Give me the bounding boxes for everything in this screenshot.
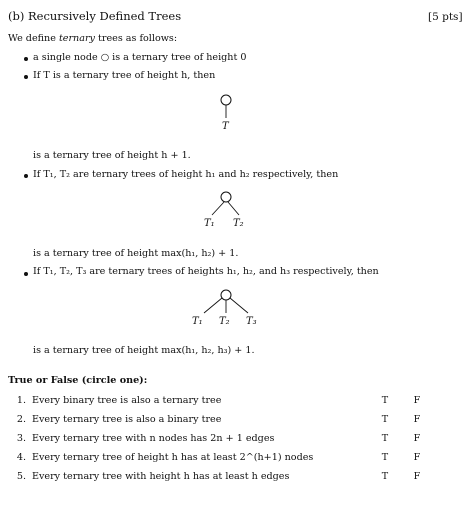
tree-label-t3: T₃ xyxy=(246,316,257,327)
false-option[interactable]: F xyxy=(413,471,421,482)
bullet-1-text: a single node ○ is a ternary tree of height 0 xyxy=(33,52,247,63)
intro-prefix: We define xyxy=(8,33,59,44)
bullet-2-text: If T is a ternary tree of height h, then xyxy=(33,70,216,81)
bullet-4-text: If T₁, T₂, T₃ are ternary trees of heights h₁, h₂, and h₃ respectively, then xyxy=(33,266,379,277)
intro-emph: ternary xyxy=(58,33,95,44)
tree-label-t: T xyxy=(222,121,229,132)
tree-label-t2: T₂ xyxy=(219,316,230,327)
question-text: Every ternary tree is also a binary tree xyxy=(32,414,222,425)
points-label: [5 pts] xyxy=(428,11,463,23)
question-number: 3. xyxy=(16,433,26,444)
true-option[interactable]: T xyxy=(381,471,389,482)
bullet-2-after: is a ternary tree of height h + 1. xyxy=(33,150,191,161)
tf-heading: True or False (circle one): xyxy=(8,375,148,386)
bullet-3-text: If T₁, T₂ are ternary trees of height h₁ and h₂ respectively, then xyxy=(33,169,339,180)
question-text: Every ternary tree of height h has at least 2^(h+1) nodes xyxy=(32,452,314,463)
tree-label-t1: T₁ xyxy=(204,218,215,229)
bullet-3-after: is a ternary tree of height max(h₁, h₂) + 1. xyxy=(33,248,239,259)
false-option[interactable]: F xyxy=(413,433,421,444)
question-text: Every ternary tree with height h has at least h edges xyxy=(32,471,290,482)
tree-edge-left xyxy=(204,298,222,313)
true-option[interactable]: T xyxy=(381,414,389,425)
intro-suffix: trees as follows: xyxy=(94,33,178,44)
bullet-4-after: is a ternary tree of height max(h₁, h₂, h₃) + 1. xyxy=(33,345,255,356)
true-option[interactable]: T xyxy=(381,395,389,406)
false-option[interactable]: F xyxy=(413,414,421,425)
question-number: 5. xyxy=(16,471,26,482)
question-text: Every binary tree is also a ternary tree xyxy=(32,395,222,406)
question-number: 1. xyxy=(16,395,26,406)
true-option[interactable]: T xyxy=(381,433,389,444)
tree-root-node xyxy=(221,290,231,300)
tree-label-t1: T₁ xyxy=(192,316,203,327)
false-option[interactable]: F xyxy=(413,395,421,406)
question-text: Every ternary tree with n nodes has 2n + 1 edges xyxy=(32,433,275,444)
tree-edge-right xyxy=(230,298,248,313)
tree-label-t2: T₂ xyxy=(233,218,244,229)
false-option[interactable]: F xyxy=(413,452,421,463)
section-title: (b) Recursively Defined Trees xyxy=(8,9,182,23)
question-number: 4. xyxy=(16,452,26,463)
true-option[interactable]: T xyxy=(381,452,389,463)
question-number: 2. xyxy=(16,414,26,425)
